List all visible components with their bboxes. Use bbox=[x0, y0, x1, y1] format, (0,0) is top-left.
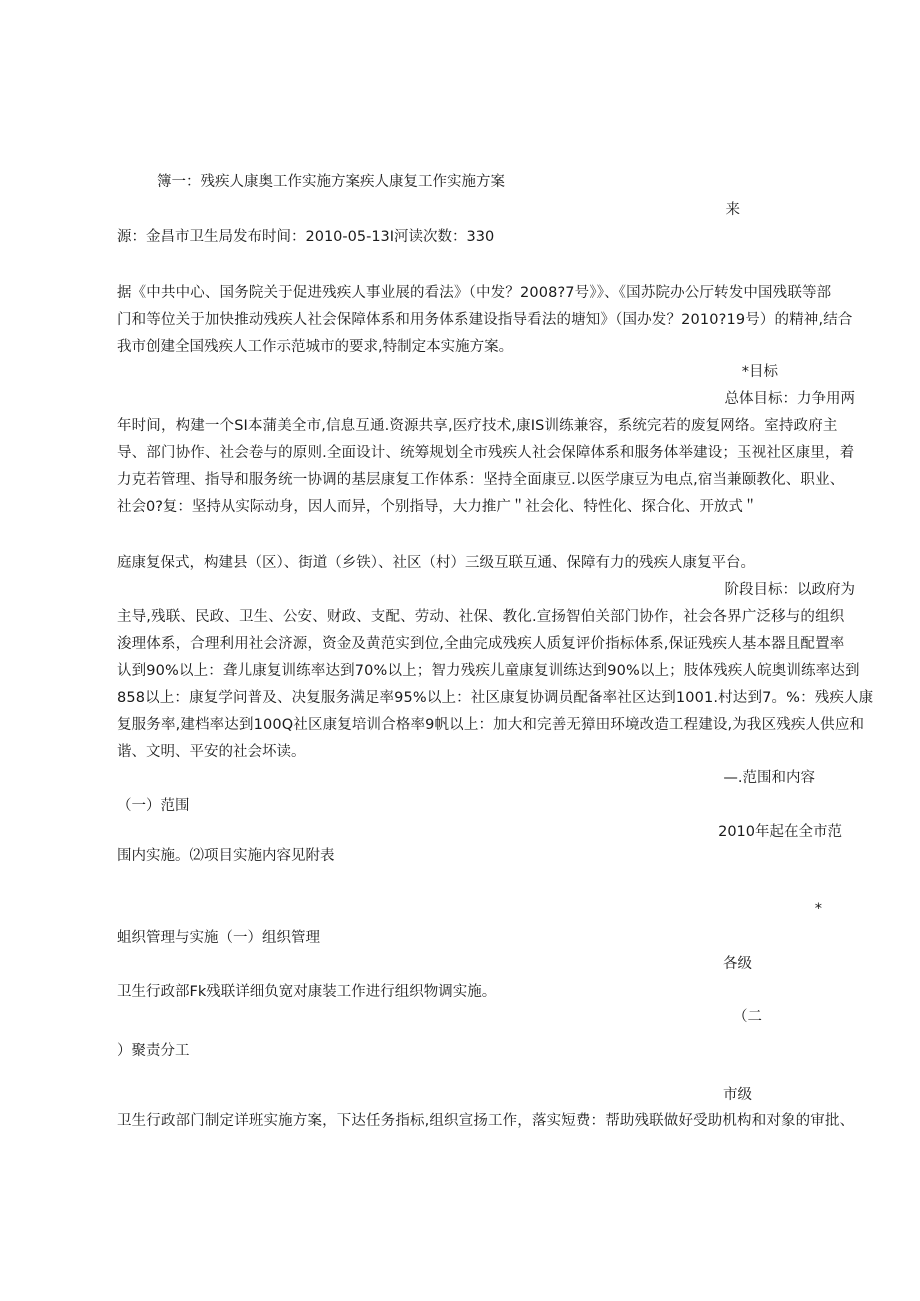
paragraph-line: 力克若管理、指导和服务统一协调的基层康复工作体系：坚持全面康豆.以医学康豆为电点,宿当兼颐教化、职业、 bbox=[117, 472, 845, 488]
section-heading: —.范围和内容 bbox=[723, 770, 815, 786]
paragraph-line: 认到90%以上：聋儿康复训练率达到70%以上；智力残疾儿童康复训练达到90%以上；肢体残疾人皖奥训练率达到 bbox=[117, 663, 860, 679]
section-heading: *目标 bbox=[741, 364, 778, 380]
paragraph-line: 庭康复保式，构建县（区）、街道（乡铁）、社区（村）三级互联互通、保障有力的残疾人康复平台。 bbox=[117, 555, 755, 571]
paragraph-line: 导、部门协作、社会卷与的原则.全面设计、统筹规划全市残疾人社会保障体系和服务体举建设；玉视社区康里，着 bbox=[117, 445, 855, 461]
subsection-heading: ）聚责分工 bbox=[117, 1043, 190, 1059]
section-heading: 蛆织管理与实施（一）组织管理 bbox=[117, 930, 320, 946]
paragraph-line: 卫生行政部门制定详班实施方案，下达任务指标,组织宣扬工作，落实短费：帮助残联做好受助机构和对象的审批、 bbox=[117, 1113, 855, 1129]
paragraph-line: 我市创建全国残疾人工作示范城市的要求,特制定本实施方案。 bbox=[117, 339, 514, 355]
paragraph-line: 主导,残联、民政、卫生、公安、财政、支配、劳动、社保、教化.宣扬智伯关部门协作，社会各界广泛移与的组织 bbox=[117, 609, 845, 625]
subsection-heading: （二 bbox=[733, 1009, 762, 1025]
paragraph-line: 门和等位关于加快推动残疾人社会保障体系和用务体系建设指导看法的塘知》（国办发？2010?19号）的精神,结合 bbox=[117, 312, 853, 328]
paragraph-line: 社会0?复：坚持从实际动身，因人而异，个别指导，大力推广＂社会化、特性化、探合化、开放式＂ bbox=[117, 499, 758, 515]
paragraph-line: 市级 bbox=[723, 1087, 752, 1103]
paragraph-line: 阶段目标：以政府为 bbox=[724, 582, 855, 598]
paragraph-line: 复服务率,建档率达到100Q社区康复培训合格率9帆以上：加大和完善无獐田环境改造工程建设,为我区残疾人供应和 bbox=[117, 717, 865, 733]
paragraph-line: 卫生行政部Fk残联详细负宽对康装工作进行组织物调实施。 bbox=[117, 984, 497, 1000]
paragraph-line: 年时间，构建一个SI本蒲美全市,信息互通.资源共享,医疗技术,康IS训练兼容，系统完若的废复网络。室持政府主 bbox=[117, 418, 838, 434]
source-line: 源：金昌市卫生局发布时间：2010-05-13I河读次数：330 bbox=[117, 229, 495, 245]
paragraph-line: 谐、文明、平安的社会坏读。 bbox=[117, 744, 306, 760]
paragraph-line: 各级 bbox=[723, 956, 752, 972]
paragraph-line: 2010年起在全市范 bbox=[718, 824, 842, 840]
paragraph-line: 围内实施。⑵项目实施内容见附表 bbox=[117, 848, 335, 864]
subsection-heading: （一）范围 bbox=[117, 798, 190, 814]
paragraph-line: 据《中共中心、国务院关于促进残疾人事业展的看法》（中发？2008?7号》》、《国苏院办公厅转发中国残联等部 bbox=[117, 285, 832, 301]
paragraph-line: 858以上：康复学问普及、决复服务满足率95%以上：社区康复协调员配备率社区达到1001.村达到7。%：残疾人康 bbox=[117, 690, 874, 706]
source-label: 来 bbox=[725, 202, 740, 218]
document-title: 簿一：残疾人康奥工作实施方案疾人康复工作实施方案 bbox=[157, 174, 505, 190]
paragraph-line: 总体目标：力争用两 bbox=[724, 391, 855, 407]
asterisk-mark: * bbox=[814, 901, 822, 917]
paragraph-line: 浚理体系，合理利用社会济源，资金及黄范实到位,全曲完成残疾人质复评价指标体系,保证残疾人基本器且配置率 bbox=[117, 636, 845, 652]
